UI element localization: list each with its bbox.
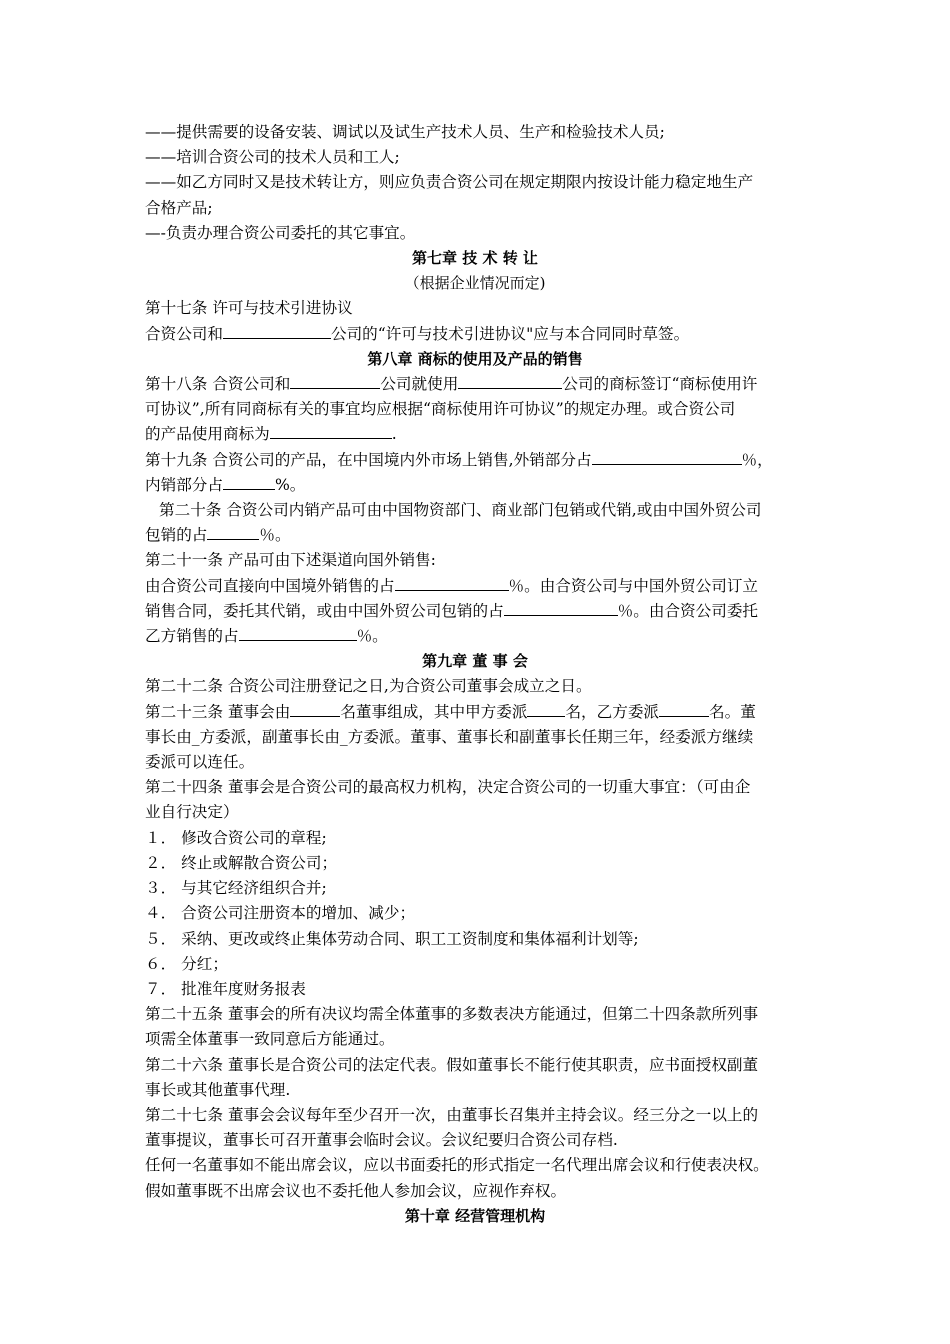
article-18-line-2: 可协议”,所有同商标有关的事宜均应根据“商标使用许可协议”的规定办理。或合资公司 [145, 400, 736, 419]
text-line: ——提供需要的设备安装、调试以及试生产技术人员、生产和检验技术人员; [145, 123, 665, 141]
list-item: ７． 批准年度财务报表 [145, 979, 306, 998]
text-line: ——如乙方同时又是技术转让方，则应负责合资公司在规定期限内按设计能力稳定地生产 [145, 173, 754, 192]
document-page [145, 120, 805, 1229]
article-27-line-3: 任何一名董事如不能出席会议，应以书面委托的形式指定一名代理出席会议和行使表决权。 [145, 1156, 769, 1175]
article-20-line-1: 第二十条 合资公司内销产品可由中国物资部门、商业部门包销或代销,或由中国外贸公司 [159, 501, 762, 520]
blank-field [458, 373, 562, 389]
text-fragment: ％。 [259, 526, 291, 545]
article-22: 第二十二条 合资公司注册登记之日,为合资公司董事会成立之日。 [145, 677, 592, 696]
article-18-line-3 [145, 422, 805, 447]
list-item: ３． 与其它经济组织合并; [145, 879, 327, 898]
text-fragment: %。 [274, 475, 306, 494]
text-fragment: ％。由合资公司与中国外贸公司订立 [508, 576, 759, 595]
text-line: —-负责办理合资公司委托的其它事宜。 [145, 223, 416, 242]
article-17-body [145, 322, 805, 347]
list-item: ５． 采纳、更改或终止集体劳动合同、职工工资制度和集体福利计划等; [145, 929, 639, 948]
article-26-line-1: 第二十六条 董事长是合资公司的法定代表。假如董事长不能行使其职责，应书面授权副董 [145, 1055, 759, 1074]
text-fragment: 名，乙方委派 [565, 702, 660, 721]
blank-field [527, 701, 565, 717]
article-21-title: 第二十一条 产品可由下述渠道向国外销售: [145, 551, 436, 570]
article-24-line-2: 业自行决定） [145, 803, 239, 822]
text-line: 合格产品; [145, 198, 213, 217]
text-fragment: 名。董 [709, 702, 756, 721]
blank-field [395, 575, 509, 591]
text-fragment: 包销的占 [145, 526, 208, 545]
text-fragment: 乙方销售的占 [145, 627, 239, 646]
article-25-line-2: 项需全体董事一致同意后方能通过。 [145, 1030, 395, 1049]
text-fragment: 销售合同，委托其代销，或由中国外贸公司包销的占 [145, 601, 504, 620]
chapter-7-subtitle: （根据企业情况而定) [404, 274, 546, 293]
blank-field [223, 474, 275, 490]
text-fragment: 第十八条 合资公司和 [145, 375, 291, 394]
text-fragment: 公司的“许可与技术引进协议"应与本合同同时草签。 [330, 324, 690, 343]
article-27-line-2: 董事提议，董事长可召开董事会临时会议。会议纪要归合资公司存档. [145, 1131, 618, 1150]
blank-field [270, 423, 392, 439]
blank-field [659, 701, 709, 717]
article-27-line-4: 假如董事既不出席会议也不委托他人参加会议，应视作弃权。 [145, 1181, 567, 1200]
article-21-line-1 [145, 574, 805, 599]
list-item: ６． 分红； [145, 954, 228, 973]
text-fragment: ％。由合资公司委托 [617, 601, 759, 620]
chapter-8-title: 第八章 商标的使用及产品的销售 [367, 349, 583, 368]
article-23-line-1 [145, 700, 805, 725]
text-fragment: 合资公司和 [145, 324, 223, 343]
blank-field [504, 600, 618, 616]
chapter-10-title: 第十章 经营管理机构 [404, 1206, 546, 1225]
article-26-line-2: 事长或其他董事代理. [145, 1080, 291, 1099]
blank-field [239, 625, 357, 641]
text-fragment: 公司的商标签订“商标使用许 [562, 375, 758, 394]
blank-field [207, 524, 259, 540]
text-fragment: 由合资公司直接向中国境外销售的占 [145, 576, 395, 595]
article-19-line-2 [145, 473, 805, 498]
chapter-7-title: 第七章 技 术 转 让 [412, 249, 538, 268]
blank-field [290, 701, 340, 717]
article-25-line-1: 第二十五条 董事会的所有决议均需全体董事的多数表决方能通过，但第二十四条款所列事 [145, 1005, 759, 1024]
article-21-line-3 [145, 624, 805, 649]
text-fragment: 第二十三条 董事会由 [145, 702, 291, 721]
blank-field [223, 323, 331, 339]
article-23-line-2: 事长由_方委派，副董事长由_方委派。董事、董事长和副董事长任期三年，经委派方继续 [145, 727, 754, 746]
text-fragment: 的产品使用商标为 [145, 425, 270, 444]
text-fragment: . [391, 425, 397, 444]
article-19-line-1 [145, 448, 805, 473]
text-fragment: 公司就使用 [380, 375, 459, 394]
article-24-line-1: 第二十四条 董事会是合资公司的最高权力机构，决定合资公司的一切重大事宜：（可由企 [145, 778, 751, 797]
article-21-line-2 [145, 599, 805, 624]
text-fragment: ％， [741, 450, 773, 469]
list-item: １． 修改合资公司的章程; [145, 828, 327, 847]
text-fragment: ％。 [356, 627, 388, 646]
blank-field [592, 449, 742, 465]
text-fragment: 第十九条 合资公司的产品，在中国境内外市场上销售,外销部分占 [145, 450, 592, 469]
article-27-line-1: 第二十七条 董事会会议每年至少召开一次，由董事长召集并主持会议。经三分之一以上的 [145, 1105, 759, 1124]
article-23-line-3: 委派可以连任。 [145, 753, 255, 772]
text-fragment: 内销部分占 [145, 475, 223, 494]
chapter-9-title: 第九章 董 事 会 [422, 652, 528, 671]
article-17-title: 第十七条 许可与技术引进协议 [145, 299, 353, 318]
article-20-line-2 [145, 523, 805, 548]
text-line: ——培训合资公司的技术人员和工人; [145, 148, 400, 167]
article-18-line-1 [145, 372, 805, 397]
text-fragment: 名董事组成，其中甲方委派 [340, 702, 528, 721]
blank-field [290, 373, 380, 389]
list-item: ４． 合资公司注册资本的增加、减少； [145, 904, 416, 923]
list-item: ２． 终止或解散合资公司； [145, 853, 338, 872]
